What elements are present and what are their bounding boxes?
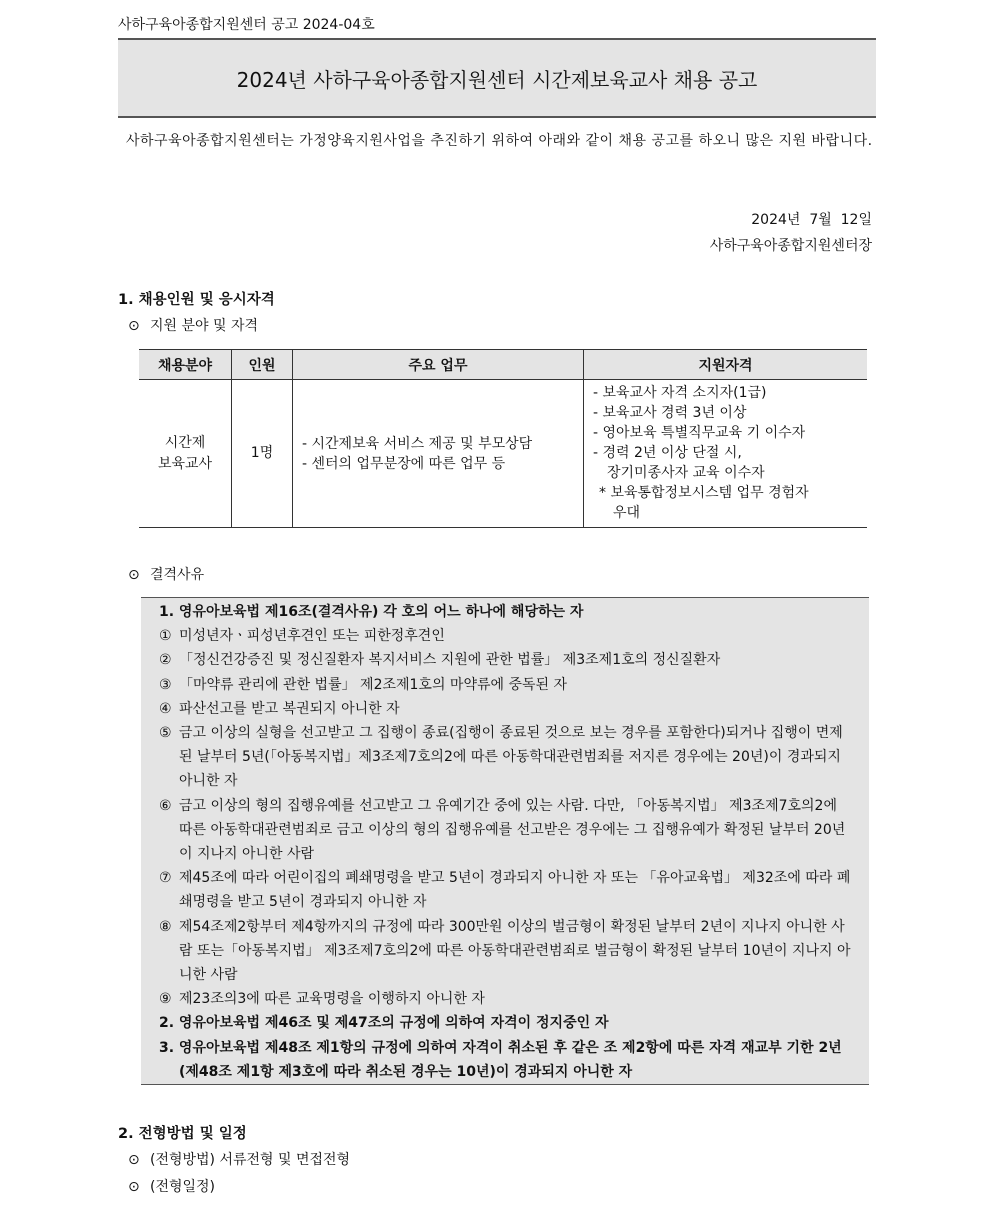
duties-cell xyxy=(293,380,584,528)
disqualification-item-3: 3. 영유아보육법 제48조 제1항의 규정에 의하여 자격이 취소된 후 같은 조 제2항에 따른 자격 재교부 기한 2년(제48조 제1항 제3호에 따라 취소된 경우는 10년)이 경과되지 아니한 자 xyxy=(159,1039,842,1080)
bullet-label: (전형일정) xyxy=(150,1179,216,1195)
bullet-apply-field xyxy=(128,315,258,335)
table-header-cell: 채용분야 xyxy=(139,350,232,380)
list-item: ② 「정신건강증진 및 정신질환자 복지서비스 지원에 관한 법률」 제3조제1호의 정신질환자 xyxy=(159,652,721,669)
qualification-item: - 경력 2년 이상 단절 시, xyxy=(593,445,742,461)
intro-paragraph: 사하구육아종합지원센터는 가정양육지원사업을 추진하기 위하여 아래와 같이 채용 공고를 하오니 많은 지원 바랍니다. xyxy=(126,133,873,149)
count-cell: 1명 xyxy=(232,380,293,528)
table-header-cell: 주요 업무 xyxy=(293,350,584,380)
qualification-item: * 보육통합정보시스템 업무 경험자 xyxy=(599,485,809,501)
section-heading-1: 1. 채용인원 및 응시자격 xyxy=(118,292,275,308)
list-item: ⑥ 금고 이상의 형의 집행유예를 선고받고 그 유예기간 중에 있는 사람. 다만, 「아동복지법」 제3조제7호의2에 따른 아동학대관련범죄로 금고 이상의 형의 집행유예를 선고받은 경우에는 그 집행유예가 확정된 날부터 20년이 지나지 아니한 사람 xyxy=(159,797,846,863)
bullet-label: (전형방법) 서류전형 및 면접전형 xyxy=(150,1152,351,1168)
qualifications-list xyxy=(585,381,866,526)
qualification-item: - 보육교사 자격 소지자(1급) xyxy=(593,385,767,401)
qualification-item: - 영아보육 특별직무교육 기 이수자 xyxy=(593,425,806,441)
document-number: 사하구육아종합지원센터 공고 2024-04호 xyxy=(118,17,375,33)
disqualification-item-1: 1. 영유아보육법 제16조(결격사유) 각 호의 어느 하나에 해당하는 자 xyxy=(159,604,584,620)
qualifications-cell xyxy=(584,380,868,528)
page-title-text: 2024년 사하구육아종합지원센터 시간제보육교사 채용 공고 xyxy=(236,67,758,92)
date-block xyxy=(710,207,872,259)
circle-dot-icon: ⊙ xyxy=(128,318,140,334)
table-header-cell: 지원자격 xyxy=(584,350,868,380)
notice-date: 2024년 7월 12일 xyxy=(751,212,872,228)
circle-dot-icon: ⊙ xyxy=(128,1179,140,1195)
duty-item: - 센터의 업무분장에 따른 업무 등 xyxy=(302,455,506,472)
field-cell xyxy=(139,380,232,528)
table-row xyxy=(139,380,867,528)
duties-list xyxy=(294,434,582,474)
recruitment-table xyxy=(139,349,867,528)
page-title xyxy=(118,38,876,118)
list-item: ⑧ 제54조제2항부터 제4항까지의 규정에 따라 300만원 이상의 벌금형이 확정된 날부터 2년이 지나지 아니한 사람 또는「아동복지법」 제3조제7호의2에 따른 아동학대관련범죄로 벌금형이 확정된 날부터 10년이 지나지 아니한 사람 xyxy=(159,918,851,984)
list-item: ⑨ 제23조의3에 따른 교육명령을 이행하지 아니한 자 xyxy=(159,991,485,1008)
circle-dot-icon: ⊙ xyxy=(128,567,140,583)
list-item: ⑦ 제45조에 따라 어린이집의 폐쇄명령을 받고 5년이 경과되지 아니한 자 또는 「유아교육법」 제32조에 따라 폐쇄명령을 받고 5년이 경과되지 아니한 자 xyxy=(159,870,851,911)
table-header-cell: 인원 xyxy=(232,350,293,380)
section-heading-2: 2. 전형방법 및 일정 xyxy=(118,1126,247,1142)
duty-item: - 시간제보육 서비스 제공 및 부모상담 xyxy=(302,435,533,452)
field-line: 시간제 xyxy=(164,434,206,451)
list-item: ⑤ 금고 이상의 실형을 선고받고 그 집행이 종료(집행이 종료된 것으로 보는 경우를 포함한다)되거나 집행이 면제된 날부터 5년(「아동복지법」제3조제7호의2에 따른 아동학대관련범죄를 저지른 경우에는 20년)이 경과되지 아니한 자 xyxy=(159,725,843,790)
list-item: ① 미성년자ㆍ피성년후견인 또는 피한정후견인 xyxy=(159,628,445,645)
bullet-selection-schedule xyxy=(128,1176,215,1196)
bullet-selection-method xyxy=(128,1149,350,1169)
notice-issuer: 사하구육아종합지원센터장 xyxy=(709,238,872,254)
bullet-label: 결격사유 xyxy=(150,567,205,583)
bullet-label: 지원 분야 및 자격 xyxy=(150,318,259,334)
bullet-disqualification xyxy=(128,564,204,584)
circle-dot-icon: ⊙ xyxy=(128,1152,140,1168)
field-line: 보육교사 xyxy=(157,455,213,472)
disqualification-item-2: 2. 영유아보육법 제46조 및 제47조의 규정에 의하여 자격이 정지중인 자 xyxy=(159,1015,609,1032)
qualification-item: 장기미종사자 교육 이수자 xyxy=(607,465,765,481)
disqualification-box xyxy=(141,597,869,1085)
qualification-item: - 보육교사 경력 3년 이상 xyxy=(593,405,747,421)
list-item: ③ 「마약류 관리에 관한 법률」 제2조제1호의 마약류에 중독된 자 xyxy=(159,676,568,693)
table-header-row xyxy=(139,350,867,380)
list-item: ④ 파산선고를 받고 복권되지 아니한 자 xyxy=(159,700,400,717)
qualification-item: 우대 xyxy=(613,505,641,521)
